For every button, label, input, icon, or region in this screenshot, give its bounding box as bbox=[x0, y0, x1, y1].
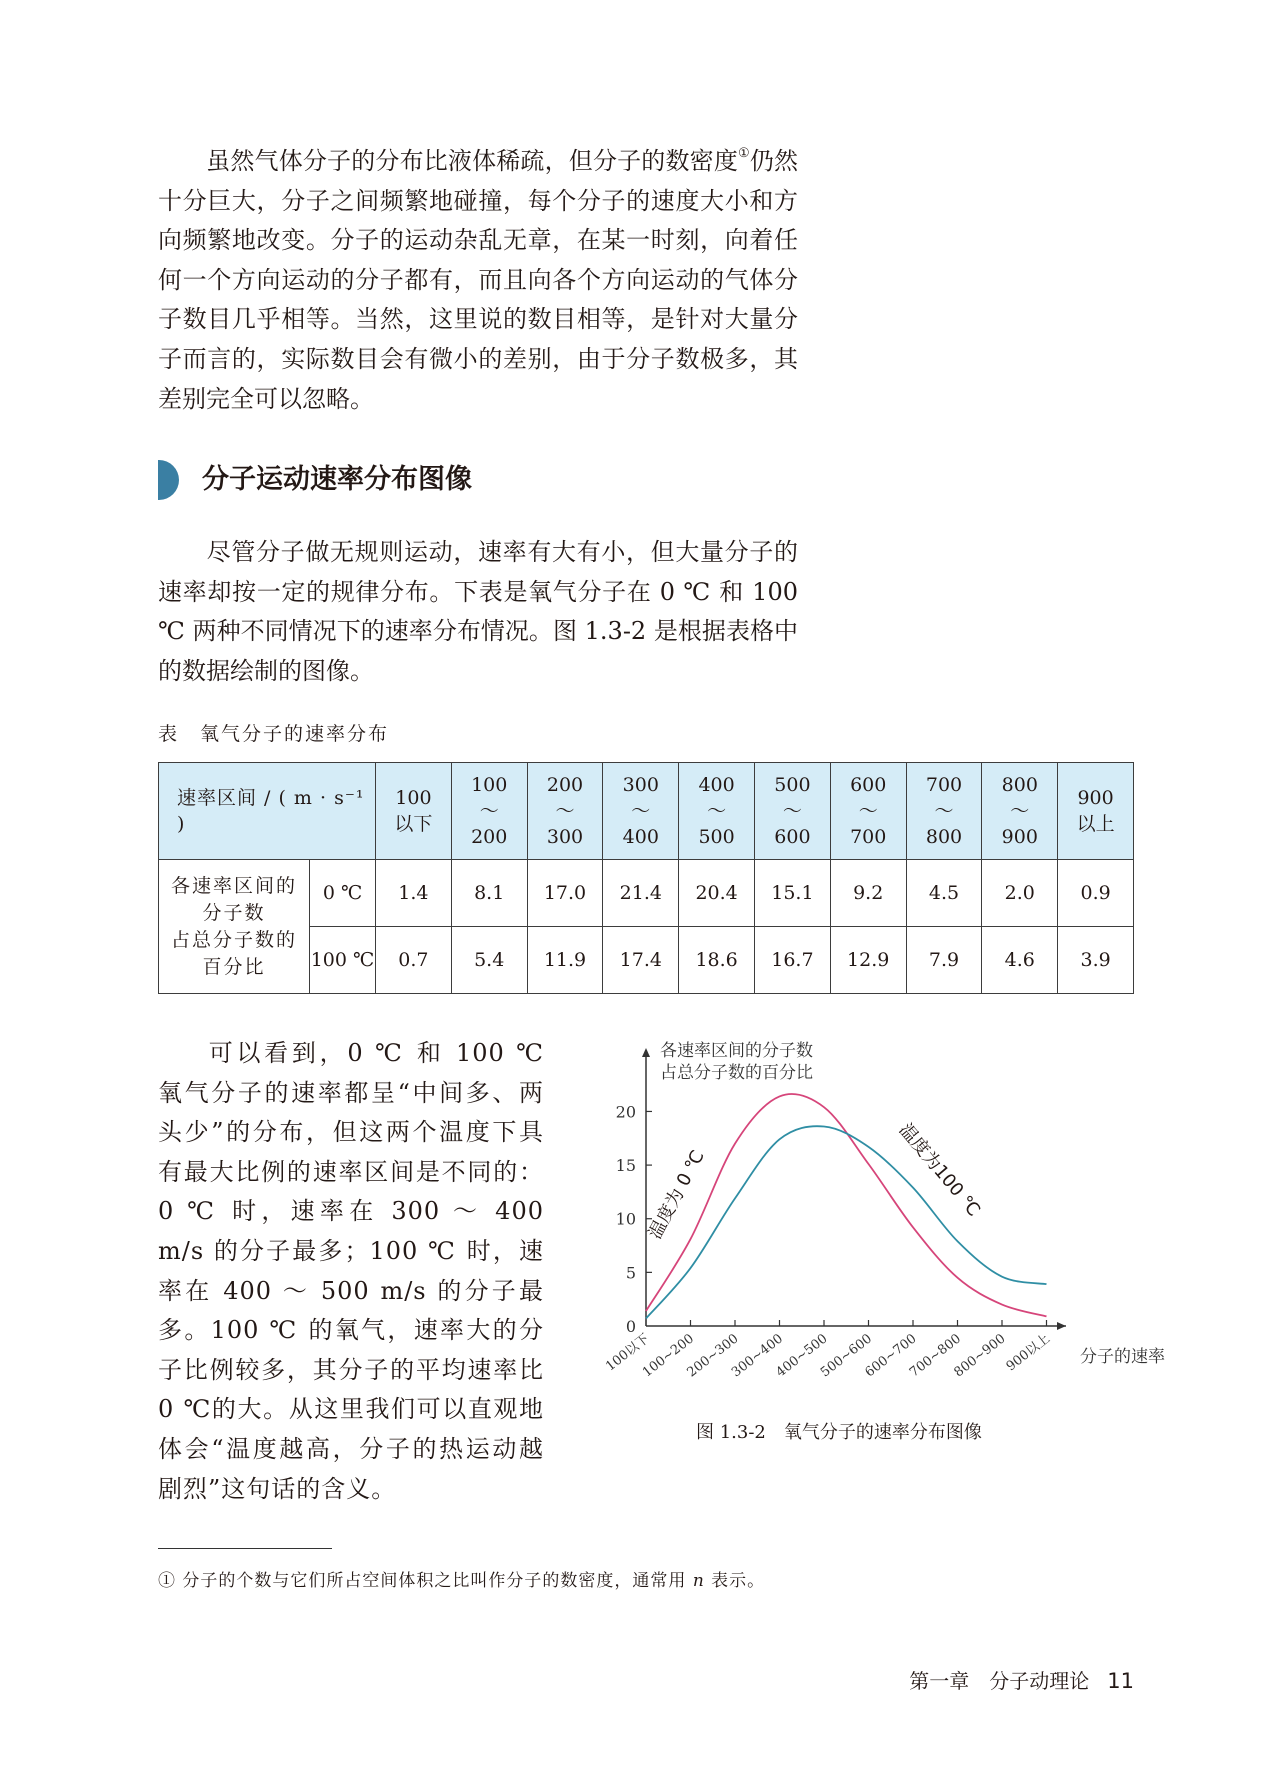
x-tick-label: 300~400 bbox=[729, 1331, 786, 1381]
interval-header-cell: 600 ～ 700 bbox=[830, 763, 906, 860]
y-axis-arrow-icon bbox=[642, 1048, 650, 1057]
y-tick-label: 0 bbox=[625, 1317, 636, 1336]
footnote-symbol: n bbox=[692, 1571, 705, 1591]
x-tick-label: 600~700 bbox=[862, 1331, 920, 1381]
value-cell: 20.4 bbox=[679, 860, 755, 927]
table-row bbox=[159, 860, 1134, 927]
footnote-marker-label: ① bbox=[158, 1571, 176, 1591]
series-label-100c: 温度为100 ℃ bbox=[894, 1119, 985, 1221]
footnote-text: 分子的个数与它们所占空间体积之比叫作分子的数密度，通常用 bbox=[176, 1571, 693, 1591]
value-cell: 8.1 bbox=[451, 860, 527, 927]
table-caption: 表 氧气分子的速率分布 bbox=[158, 723, 390, 745]
interval-header-cell: 700 ～ 800 bbox=[906, 763, 982, 860]
footnote bbox=[158, 1566, 765, 1591]
series-label-0c: 温度为 0 ℃ bbox=[644, 1146, 709, 1243]
value-cell: 0.9 bbox=[1058, 860, 1134, 927]
page-footer bbox=[909, 1665, 1134, 1694]
series-line-100c bbox=[646, 1126, 1047, 1318]
x-tick-label: 500~600 bbox=[818, 1331, 875, 1381]
value-cell: 17.0 bbox=[527, 860, 603, 927]
value-cell: 5.4 bbox=[451, 927, 527, 994]
intro-paragraph bbox=[158, 134, 798, 419]
x-tick-label: 800~900 bbox=[951, 1331, 1009, 1381]
series-line-0c bbox=[646, 1094, 1047, 1316]
analysis-paragraph-text: 可以看到，0 ℃ 和 100 ℃ 氧气分子的速率都呈“中间多、两头少”的分布，但这两个温度下具有最大比例的速率区间是不同的：0 ℃ 时，速率在 300 ～ 400 m/s 的分子最多；100 ℃ 时，速率在 400 ～ 500 m/s 的分子最多。100 ℃ 的氧气，速率大的分子比例较多，其分子的平均速率比 0 ℃的大。从这里我们可以直观地体会“温度越高，分子的热运动越剧烈”这句话的含义。 bbox=[158, 1039, 544, 1503]
figure-caption: 图 1.3-2 氧气分子的速率分布图像 bbox=[696, 1422, 982, 1443]
table-header-row bbox=[159, 763, 1134, 860]
temp-cell: 0 ℃ bbox=[310, 860, 376, 927]
value-cell: 4.6 bbox=[982, 927, 1058, 994]
value-cell: 17.4 bbox=[603, 927, 679, 994]
value-cell: 15.1 bbox=[755, 860, 831, 927]
interval-header: 速率区间 / ( m · s⁻¹ ) bbox=[159, 763, 376, 860]
analysis-paragraph bbox=[158, 1034, 544, 1509]
footnote-text-after: 表示。 bbox=[704, 1571, 766, 1591]
interval-header-cell: 200 ～ 300 bbox=[527, 763, 603, 860]
chapter-title: 第一章 分子动理论 bbox=[909, 1669, 1090, 1693]
x-tick-label: 100以下 bbox=[603, 1331, 653, 1375]
value-cell: 3.9 bbox=[1058, 927, 1134, 994]
value-cell: 21.4 bbox=[603, 860, 679, 927]
interval-header-cell: 900 以上 bbox=[1058, 763, 1134, 860]
x-tick-label: 100~200 bbox=[640, 1331, 697, 1381]
y-tick-label: 15 bbox=[615, 1156, 636, 1176]
value-cell: 7.9 bbox=[906, 927, 982, 994]
section-paragraph bbox=[158, 533, 798, 691]
interval-header-cell: 500 ～ 600 bbox=[755, 763, 831, 860]
interval-header-cell: 100 ～ 200 bbox=[451, 763, 527, 860]
intro-paragraph-text: 虽然气体分子的分布比液体稀疏，但分子的数密度 bbox=[206, 147, 738, 175]
value-cell: 2.0 bbox=[982, 860, 1058, 927]
y-tick-label: 10 bbox=[615, 1209, 636, 1229]
value-cell: 1.4 bbox=[376, 860, 452, 927]
value-cell: 9.2 bbox=[830, 860, 906, 927]
x-tick-label: 900以上 bbox=[1003, 1331, 1053, 1375]
x-tick-label: 200~300 bbox=[684, 1331, 742, 1381]
footnote-divider bbox=[158, 1548, 332, 1549]
value-cell: 16.7 bbox=[755, 927, 831, 994]
y-tick-label: 5 bbox=[625, 1263, 636, 1283]
x-axis-arrow-icon bbox=[1057, 1322, 1066, 1330]
value-cell: 12.9 bbox=[830, 927, 906, 994]
value-cell: 18.6 bbox=[679, 927, 755, 994]
footnote-marker[interactable]: ① bbox=[738, 146, 750, 161]
page-number: 11 bbox=[1107, 1669, 1134, 1693]
speed-distribution-chart bbox=[596, 1040, 1176, 1460]
section-marker-icon bbox=[158, 460, 179, 500]
x-tick-label: 400~500 bbox=[773, 1331, 831, 1381]
x-tick-label: 700~800 bbox=[907, 1331, 964, 1381]
row-group-label: 各速率区间的 分子数 占总分子数的 百分比 bbox=[159, 860, 310, 994]
interval-header-cell: 400 ～ 500 bbox=[679, 763, 755, 860]
y-tick-label: 20 bbox=[615, 1102, 636, 1122]
value-cell: 11.9 bbox=[527, 927, 603, 994]
section-paragraph-text: 尽管分子做无规则运动，速率有大有小，但大量分子的速率却按一定的规律分布。下表是氧气分子在 0 ℃ 和 100 ℃ 两种不同情况下的速率分布情况。图 1.3-2 是根据表格中的数据绘制的图像。 bbox=[158, 538, 798, 685]
intro-paragraph-text-after: 仍然十分巨大，分子之间频繁地碰撞，每个分子的速度大小和方向频繁地改变。分子的运动杂乱无章，在某一时刻，向着任何一个方向运动的分子都有，而且向各个方向运动的气体分子数目几乎相等。当然，这里说的数目相等，是针对大量分子而言的，实际数目会有微小的差别，由于分子数极多，其差别完全可以忽略。 bbox=[158, 147, 799, 413]
y-axis-label: 各速率区间的分子数 bbox=[660, 1041, 813, 1061]
y-axis-label: 占总分子数的百分比 bbox=[660, 1063, 813, 1083]
interval-header-cell: 800 ～ 900 bbox=[982, 763, 1058, 860]
temp-cell: 100 ℃ bbox=[310, 927, 376, 994]
interval-header-cell: 300 ～ 400 bbox=[603, 763, 679, 860]
value-cell: 0.7 bbox=[376, 927, 452, 994]
interval-header-cell: 100 以下 bbox=[376, 763, 452, 860]
value-cell: 4.5 bbox=[906, 860, 982, 927]
section-title: 分子运动速率分布图像 bbox=[202, 464, 472, 495]
speed-distribution-table bbox=[158, 762, 1134, 994]
chart-svg bbox=[596, 1040, 1176, 1460]
x-axis-label: 分子的速率 bbox=[1080, 1347, 1165, 1367]
